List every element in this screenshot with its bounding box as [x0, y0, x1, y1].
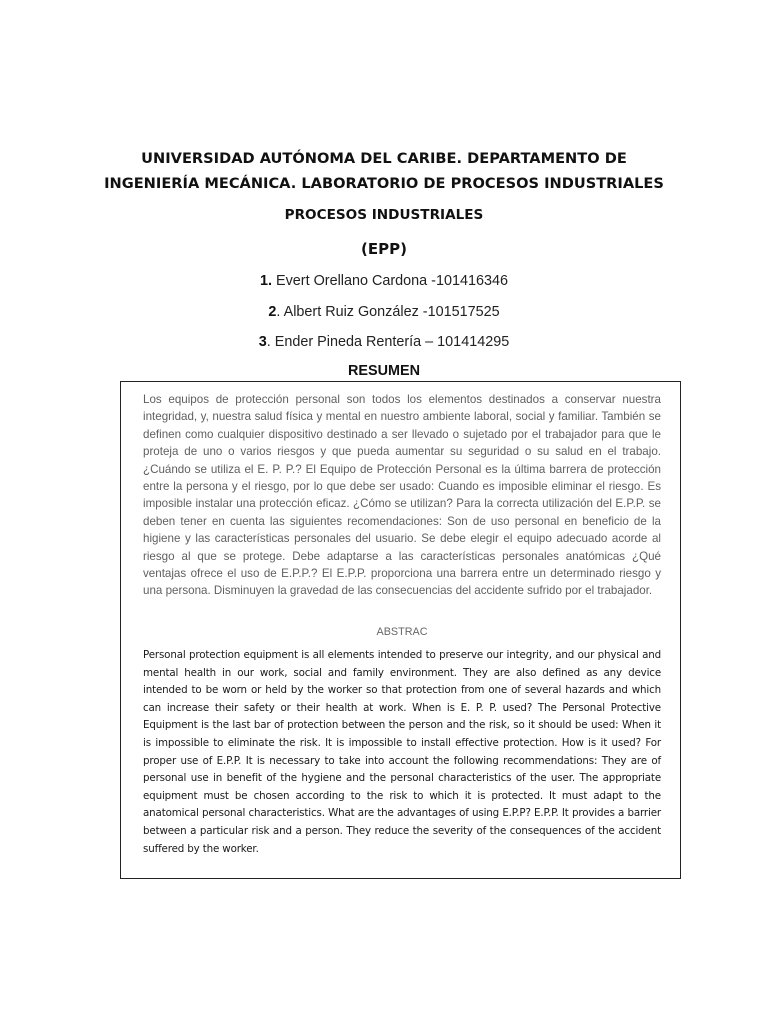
abstract-paragraph: Personal protection equipment is all elements intended to preserve our integrity, and our physical and mental health in our work, social and family environment. They are also defined as any device intended to be worn or held by the worker so that protection from one of several hazards and which can increase their safety or their health at work. When is E. P. P. used? The Personal Protective Equipment is the last bar of protection between the person and the risk, so it should be used: When it is impossible to eliminate the risk. It is impossible to install effective protection. How is it used? For proper use of E.P.P. It is necessary to take into account the following recommendations: They are of personal use in benefit of the hygiene and the personal characteristics of the user. The appropriate equipment must be chosen according to the risk to which it is protected. It must adapt to the anatomical personal characteristics. What are the advantages of using E.P.P? E.P.P. It provides a barrier between a particular risk and a person. They reduce the severity of the consequences of the accident suffered by the worker.: [143, 649, 661, 855]
institution-line-1: UNIVERSIDAD AUTÓNOMA DEL CARIBE. DEPARTAMENTO DE: [141, 150, 627, 167]
author-number: 3: [258, 334, 267, 350]
author-name: . Albert Ruiz González -101517525: [276, 304, 500, 320]
topic-title: (EPP): [361, 240, 407, 258]
author-name: . Ender Pineda Rentería – 101414295: [266, 334, 510, 350]
author-name: Evert Orellano Cardona -101416346: [272, 273, 508, 289]
course-title: PROCESOS INDUSTRIALES: [284, 207, 484, 223]
author-line: [80, 302, 688, 322]
institution-line-2: INGENIERÍA MECÁNICA. LABORATORIO DE PROCESOS INDUSTRIALES: [104, 175, 664, 192]
author-line: [80, 332, 688, 352]
resumen-heading: RESUMEN: [348, 363, 420, 379]
resumen-paragraph: Los equipos de protección personal son todos los elementos destinados a conservar nuestra integridad, y, nuestra salud física y mental en nuestro ambiente laboral, social y familiar. También se definen como cualquier dispositivo destinado a ser llevado o sujetado por el trabajador para que le proteja de uno o varios riesgos y que pueda aumentar su seguridad o su salud en el trabajo. ¿Cuándo se utiliza el E. P. P.? El Equipo de Protección Personal es la última barrera de protección entre la persona y el riesgo, por lo que debe ser usado: Cuando es imposible eliminar el riesgo. Es imposible instalar una protección eficaz. ¿Cómo se utilizan? Para la correcta utilización del E.P.P. se deben tener en cuenta las siguientes recomendaciones: Son de uso personal en beneficio de la higiene y las características personales del usuario. Se debe elegir el equipo adecuado acorde al riesgo al que se protege. Debe adaptarse a las características personales anatómicas ¿Qué ventajas ofrece el uso de E.P.P.? El E.P.P. proporciona una barrera entre un determinado riesgo y una persona. Disminuyen la gravedad de las consecuencias del accidente sufrido por el trabajador.: [143, 393, 661, 598]
abstract-box: [120, 381, 681, 879]
author-number: 2: [268, 304, 277, 320]
author-line: [80, 271, 688, 291]
author-number: 1.: [259, 273, 272, 289]
institution-title: [80, 146, 688, 196]
abstrac-heading: ABSTRAC: [376, 626, 428, 638]
